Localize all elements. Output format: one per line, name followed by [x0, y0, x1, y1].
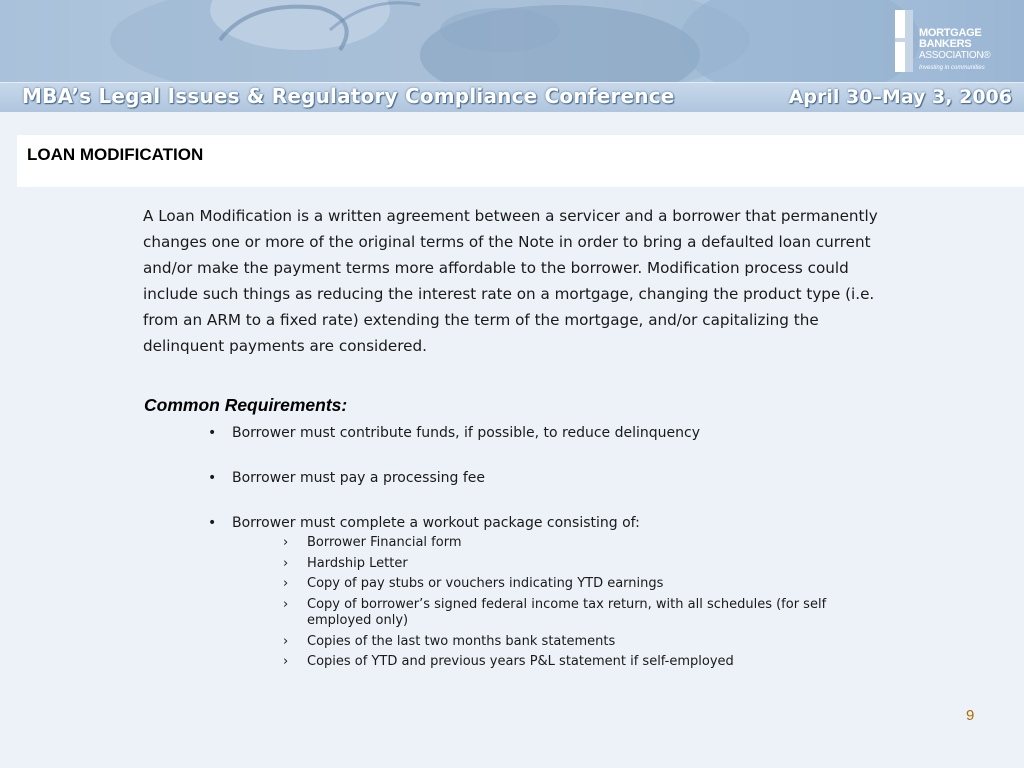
- workout-package-text: Copies of the last two months bank statements: [307, 633, 616, 649]
- slide-title-bar: [17, 135, 1024, 187]
- workout-package-item: [283, 556, 883, 573]
- workout-package-item: [283, 535, 883, 552]
- page-number: 9: [966, 707, 975, 724]
- slide-title: LOAN MODIFICATION: [27, 145, 204, 164]
- requirements-heading: Common Requirements:: [144, 395, 348, 415]
- requirement-item: [208, 512, 908, 671]
- workout-package-text: Borrower Financial form: [307, 535, 462, 550]
- workout-package-text: Copies of YTD and previous years P&L statement if self-employed: [307, 654, 734, 669]
- conference-banner: [0, 0, 1024, 112]
- requirement-text: Borrower must pay a processing fee: [232, 470, 485, 486]
- workout-package-text: Copy of borrower’s signed federal income tax return, with all schedules (for self employed only): [307, 596, 827, 628]
- requirement-text: Borrower must complete a workout package consisting of:: [232, 515, 640, 531]
- logo-line-2: BANKERS: [919, 38, 972, 50]
- intro-paragraph: A Loan Modification is a written agreement between a servicer and a borrower that permanently changes one or more of the original terms of the Note in order to bring a defaulted loan current and/or make the payment terms more affordable to the borrower. Modification process could include such things as reducing the interest rate on a mortgage, changing the product type (i.e. from an ARM to a fixed rate) extending the term of the mortgage, and/or capitalizing the delinquent payments are considered.: [143, 207, 878, 355]
- requirement-item: [208, 422, 908, 444]
- workout-package-text: Copy of pay stubs or vouchers indicating YTD earnings: [307, 576, 664, 591]
- requirement-item: [208, 467, 908, 489]
- requirement-text: Borrower must contribute funds, if possible, to reduce delinquency: [232, 425, 701, 441]
- workout-package-text: Hardship Letter: [307, 555, 408, 571]
- logo-tagline: Investing in communities: [919, 65, 985, 71]
- logo-line-1: MORTGAGE: [919, 27, 982, 39]
- workout-package-item: [283, 576, 883, 593]
- workout-package-item: [283, 654, 883, 671]
- workout-package-item: [283, 597, 883, 630]
- logo-line-3: ASSOCIATION®: [919, 50, 991, 61]
- conference-dates: April 30–May 3, 2006: [788, 86, 1012, 108]
- mba-logo-mark-icon: [893, 8, 915, 74]
- workout-package-list: [283, 535, 883, 671]
- conference-title: MBA’s Legal Issues & Regulatory Compliance Conference: [22, 84, 675, 108]
- workout-package-item: [283, 634, 883, 651]
- mba-logo: [893, 8, 1003, 76]
- mba-logo-text: [919, 28, 990, 61]
- banner-photo: [0, 0, 1024, 84]
- requirements-list: [208, 422, 908, 671]
